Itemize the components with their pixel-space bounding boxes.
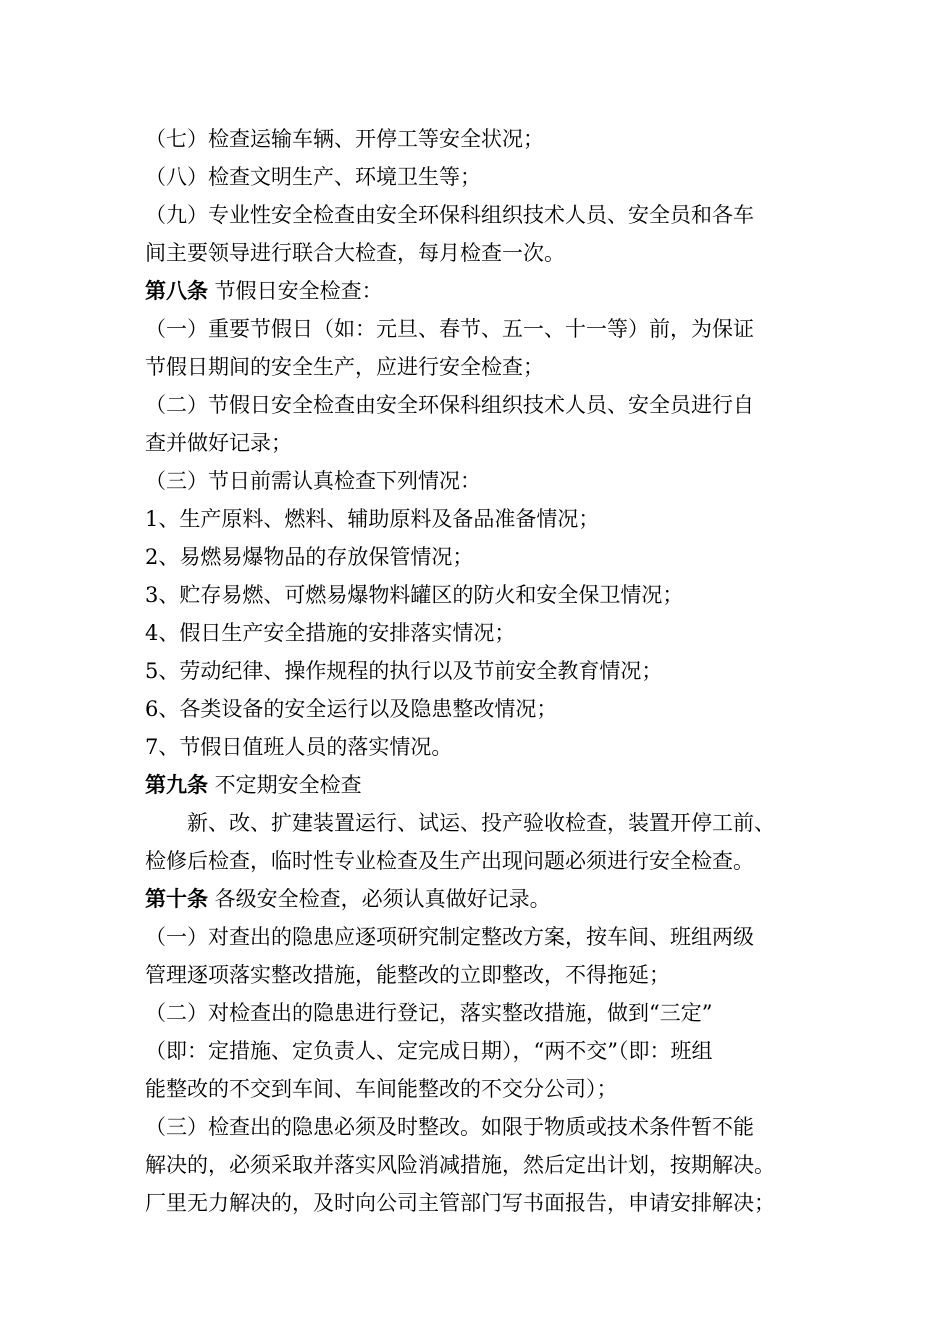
text-line: （八）检查文明生产、环境卫生等； (145, 165, 481, 189)
article-heading (145, 766, 805, 804)
text-line: 检修后检查，临时性专业检查及生产出现问题必须进行安全检查。 (145, 849, 754, 873)
text-line: （三）节日前需认真检查下列情况： (145, 469, 481, 493)
text-line: （九）专业性安全检查由安全环保科组织技术人员、安全员和各车 (145, 203, 754, 227)
text-line: （一）重要节假日（如：元旦、春节、五一、十一等）前，为保证 (145, 317, 754, 341)
text-line: 能整改的不交到车间、车间能整改的不交分公司）； (145, 1077, 618, 1101)
text-line: （二）对检查出的隐患进行登记，落实整改措施，做到“三定” (145, 1001, 713, 1025)
list-item: 1、生产原料、燃料、辅助原料及备品准备情况； (145, 507, 600, 531)
text-line: （即：定措施、定负责人、定完成日期），“两不交”（即：班组 (145, 1039, 713, 1063)
list-item: 2、易燃易爆物品的存放保管情况； (145, 545, 474, 569)
text-line: 解决的，必须采取并落实风险消减措施，然后定出计划，按期解决。 (145, 1153, 775, 1177)
text-line: 新、改、扩建装置运行、试运、投产验收检查，装置开停工前、 (187, 811, 775, 835)
article-heading (145, 880, 805, 918)
article-number: 第八条 (145, 278, 208, 303)
article-title: 节假日安全检查： (208, 279, 383, 303)
list-item: 6、各类设备的安全运行以及隐患整改情况； (145, 697, 558, 721)
text-line: 节假日期间的安全生产，应进行安全检查； (145, 355, 544, 379)
list-item: 3、贮存易燃、可燃易爆物料罐区的防火和安全保卫情况； (145, 583, 684, 607)
list-item: 5、劳动纪律、操作规程的执行以及节前安全教育情况； (145, 659, 663, 683)
article-heading (145, 272, 805, 310)
article-number: 第十条 (145, 886, 208, 911)
text-line: （一）对查出的隐患应逐项研究制定整改方案，按车间、班组两级 (145, 925, 754, 949)
text-line: 管理逐项落实整改措施，能整改的立即整改，不得拖延； (145, 963, 670, 987)
text-line: （三）检查出的隐患必须及时整改。如限于物质或技术条件暂不能 (145, 1115, 754, 1139)
article-number: 第九条 (145, 772, 208, 797)
text-line: 厂里无力解决的，及时向公司主管部门写书面报告，申请安排解决； (145, 1191, 775, 1215)
text-line: 查并做好记录； (145, 431, 292, 455)
list-item: 4、假日生产安全措施的安排落实情况； (145, 621, 516, 645)
text-line: （二）节假日安全检查由安全环保科组织技术人员、安全员进行自 (145, 393, 754, 417)
article-title: 各级安全检查，必须认真做好记录。 (208, 887, 551, 911)
list-item: 7、节假日值班人员的落实情况。 (145, 735, 453, 759)
article-title: 不定期安全检查 (208, 773, 362, 797)
document-body (145, 120, 805, 1222)
text-line: 间主要领导进行联合大检查，每月检查一次。 (145, 241, 565, 265)
text-line: （七）检查运输车辆、开停工等安全状况； (145, 127, 544, 151)
